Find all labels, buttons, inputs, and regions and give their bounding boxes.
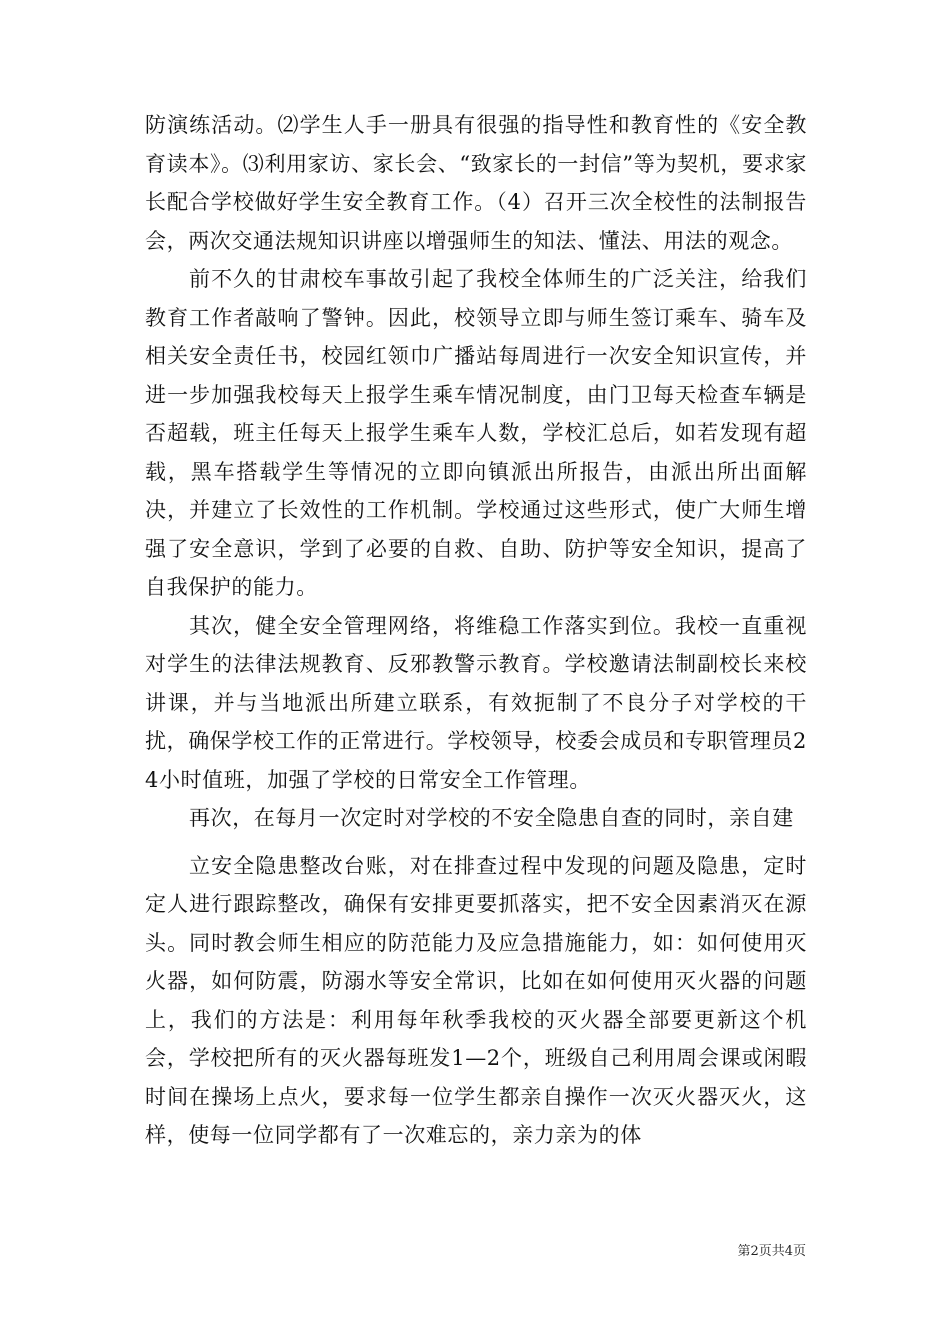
page-number: 第2页共4页: [737, 1244, 806, 1259]
paragraph-safety-education: 防演练活动。⑵学生人手一册具有很强的指导性和教育性的《安全教育读本》。⑶利用家访、家长会、“致家长的一封信”等为契机，要求家长配合学校做好学生安全教育工作。（4）召开三次全校性的法制报告会，两次交通法规知识讲座以增强师生的知法、懂法、用法的观念。: [145, 113, 807, 253]
document-body: [145, 106, 807, 1155]
paragraph-safety-management: 其次，健全安全管理网络，将维稳工作落实到位。我校一直重视对学生的法律法规教育、反邪教警示教育。学校邀请法制副校长来校讲课，并与当地派出所建立联系，有效扼制了不良分子对学校的干扰，确保学校工作的正常进行。学校领导，校委会成员和专职管理员24小时值班，加强了学校的日常安全工作管理。: [145, 613, 807, 792]
paragraph-hazard-rectification: 立安全隐患整改台账，对在排查过程中发现的问题及隐患，定时定人进行跟踪整改，确保有安排更要抓落实，把不安全因素消灭在源头。同时教会师生相应的防范能力及应急措施能力，如：如何使用灭火器，如何防震，防溺水等安全常识，比如在如何使用灭火器的问题上，我们的方法是：利用每年秋季我校的灭火器全部要更新这个机会，学校把所有的灭火器每班发1—2个，班级自己利用周会课或闲暇时间在操场上点火，要求每一位学生都亲自操作一次灭火器灭火，这样，使每一位同学都有了一次难忘的，亲力亲为的体: [145, 853, 807, 1147]
paragraph-school-bus-accident: 前不久的甘肃校车事故引起了我校全体师生的广泛关注，给我们教育工作者敲响了警钟。因此，校领导立即与师生签订乘车、骑车及相关安全责任书，校园红领巾广播站每周进行一次安全知识宣传，并进一步加强我校每天上报学生乘车情况制度，由门卫每天检查车辆是否超载，班主任每天上报学生乘车人数，学校汇总后，如若发现有超载，黑车搭载学生等情况的立即向镇派出所报告，由派出所出面解决，并建立了长效性的工作机制。学校通过这些形式，使广大师生增强了安全意识，学到了必要的自救、自助、防护等安全知识，提高了自我保护的能力。: [145, 267, 807, 599]
paragraph-monthly-inspection: 再次，在每月一次定时对学校的不安全隐患自查的同时，亲自建: [189, 806, 794, 830]
